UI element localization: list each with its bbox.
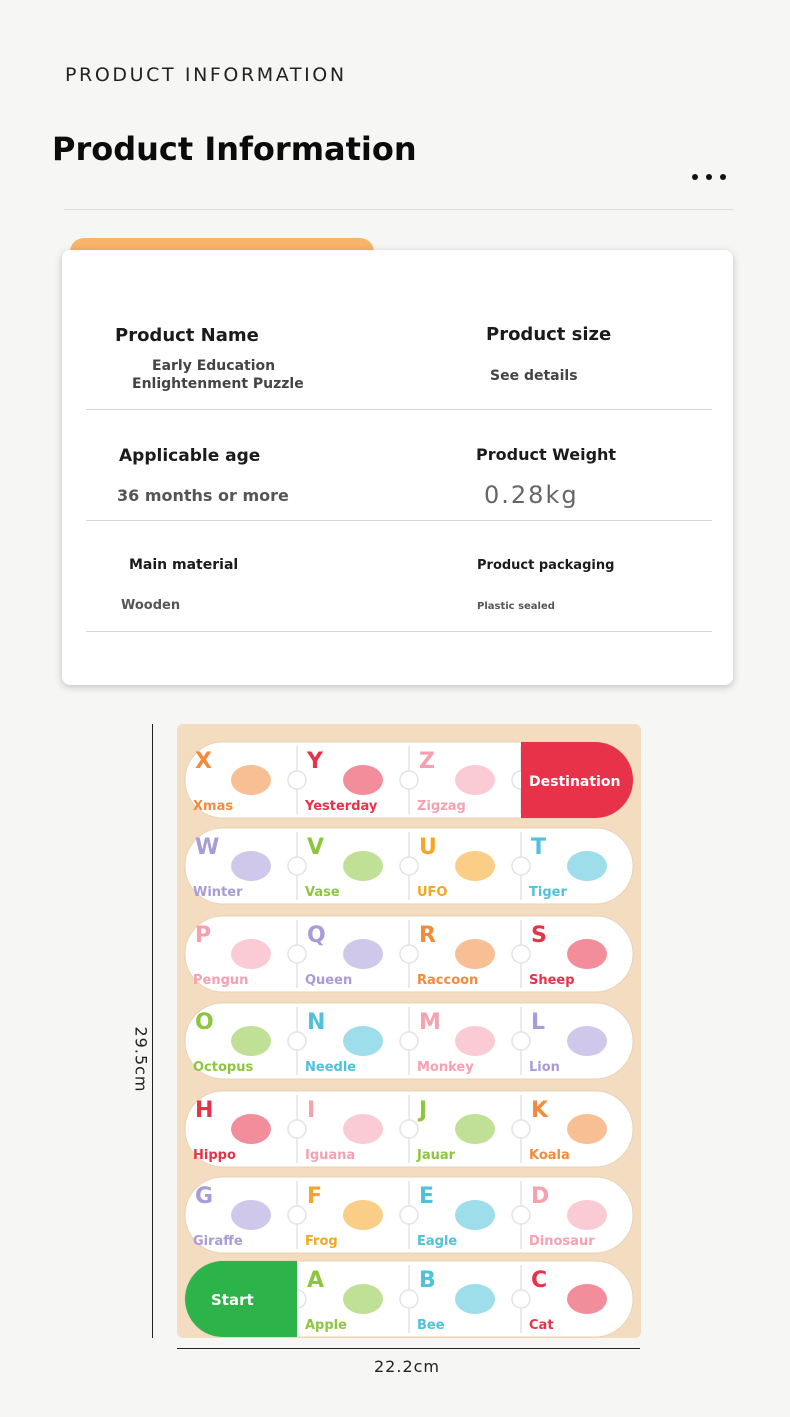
illustration: [343, 765, 383, 795]
packaging-label: Product packaging: [477, 558, 615, 573]
puzzle-letter: S: [531, 923, 547, 948]
row-divider: [86, 520, 712, 521]
piece-knob: [288, 945, 306, 963]
weight-value: 0.28kg: [484, 481, 579, 509]
puzzle-word: Monkey: [417, 1060, 474, 1075]
puzzle-word: UFO: [417, 885, 448, 900]
illustration: [231, 1200, 271, 1230]
puzzle-word: Tiger: [529, 885, 567, 900]
puzzle-letter: J: [419, 1098, 428, 1123]
piece-knob: [512, 1290, 530, 1308]
puzzle-letter: V: [307, 835, 325, 860]
puzzle-word: Dinosaur: [529, 1234, 595, 1249]
illustration: [567, 1200, 607, 1230]
puzzle-letter: L: [531, 1010, 546, 1035]
puzzle-word: Zigzag: [417, 799, 466, 814]
piece-knob: [288, 1120, 306, 1138]
product-size-label: Product size: [486, 324, 612, 345]
width-dimension-line: [177, 1348, 640, 1349]
destination-label: Destination: [529, 774, 621, 790]
illustration: [343, 939, 383, 969]
puzzle-word: Winter: [193, 885, 243, 900]
puzzle-word: Koala: [529, 1148, 570, 1163]
illustration: [343, 851, 383, 881]
puzzle-letter: N: [307, 1010, 326, 1035]
puzzle-word: Xmas: [193, 799, 234, 814]
packaging-value: Plastic sealed: [477, 601, 555, 612]
spec-card: [62, 250, 733, 685]
puzzle-word: Octopus: [193, 1060, 254, 1075]
puzzle-word: Hippo: [193, 1148, 236, 1163]
puzzle-word: Giraffe: [193, 1234, 243, 1249]
piece-knob: [400, 1206, 418, 1224]
row-divider: [86, 409, 712, 410]
puzzle-svg: [177, 724, 641, 1338]
puzzle-word: Bee: [417, 1318, 445, 1333]
start-label: Start: [211, 1291, 254, 1309]
puzzle-letter: G: [195, 1184, 214, 1209]
illustration: [455, 1200, 495, 1230]
piece-knob: [288, 1206, 306, 1224]
puzzle-word: Pengun: [193, 973, 249, 988]
illustration: [455, 851, 495, 881]
illustration: [231, 765, 271, 795]
puzzle-letter: O: [195, 1010, 214, 1035]
puzzle-letter: M: [419, 1010, 441, 1035]
illustration: [455, 1284, 495, 1314]
piece-knob: [512, 857, 530, 875]
puzzle-letter: C: [531, 1268, 548, 1293]
piece-knob: [288, 771, 306, 789]
product-size-value: See details: [490, 368, 578, 384]
height-dimension-line: [152, 724, 153, 1338]
material-value: Wooden: [121, 598, 181, 613]
puzzle-letter: F: [307, 1184, 323, 1209]
row-divider: [86, 631, 712, 632]
product-name-label: Product Name: [115, 325, 259, 346]
puzzle-word: Lion: [529, 1060, 560, 1075]
puzzle-word: Cat: [529, 1318, 554, 1333]
piece-knob: [512, 945, 530, 963]
puzzle-letter: A: [307, 1268, 325, 1293]
puzzle-letter: Q: [307, 923, 326, 948]
product-name-value-line1: Early Education: [152, 358, 276, 374]
piece-knob: [400, 945, 418, 963]
illustration: [567, 851, 607, 881]
illustration: [343, 1026, 383, 1056]
puzzle-word: Apple: [305, 1318, 347, 1333]
illustration: [455, 765, 495, 795]
illustration: [455, 939, 495, 969]
age-label: Applicable age: [119, 446, 261, 466]
page-title: Product Information: [52, 130, 417, 168]
illustration: [567, 1026, 607, 1056]
puzzle-word: Frog: [305, 1234, 338, 1249]
illustration: [231, 939, 271, 969]
puzzle-word: Queen: [305, 973, 353, 988]
puzzle-word: Eagle: [417, 1234, 458, 1249]
illustration: [343, 1284, 383, 1314]
puzzle-letter: Y: [307, 749, 323, 774]
height-dimension-label: 29.5cm: [131, 1026, 151, 1093]
puzzle-letter: U: [419, 835, 437, 860]
illustration: [343, 1114, 383, 1144]
piece-knob: [400, 1032, 418, 1050]
puzzle-letter: B: [419, 1268, 436, 1293]
puzzle-letter: K: [531, 1098, 549, 1123]
illustration: [567, 1284, 607, 1314]
puzzle-letter: Z: [419, 749, 435, 774]
puzzle-word: Jauar: [417, 1148, 456, 1163]
illustration: [455, 1114, 495, 1144]
piece-knob: [512, 1120, 530, 1138]
puzzle-letter: W: [195, 835, 220, 860]
illustration: [455, 1026, 495, 1056]
puzzle-board: [177, 724, 641, 1338]
product-name-value-line2: Enlightenment Puzzle: [132, 376, 304, 392]
piece-knob: [400, 1120, 418, 1138]
piece-knob: [512, 1206, 530, 1224]
section-eyebrow: PRODUCT INFORMATION: [65, 64, 347, 86]
divider: [64, 209, 734, 210]
illustration: [231, 851, 271, 881]
puzzle-word: Vase: [305, 885, 340, 900]
age-value: 36 months or more: [117, 486, 289, 505]
puzzle-word: Needle: [305, 1060, 357, 1075]
puzzle-word: Iguana: [305, 1148, 356, 1163]
piece-knob: [512, 1032, 530, 1050]
piece-knob: [400, 771, 418, 789]
puzzle-letter: X: [195, 749, 212, 774]
piece-knob: [288, 1032, 306, 1050]
puzzle-letter: I: [307, 1098, 316, 1123]
piece-knob: [400, 1290, 418, 1308]
puzzle-letter: P: [195, 923, 212, 948]
illustration: [567, 939, 607, 969]
puzzle-word: Yesterday: [305, 799, 378, 814]
piece-knob: [288, 857, 306, 875]
material-label: Main material: [129, 557, 239, 573]
more-dots-icon: [692, 174, 726, 180]
illustration: [231, 1114, 271, 1144]
illustration: [343, 1200, 383, 1230]
puzzle-letter: T: [531, 835, 547, 860]
puzzle-word: Raccoon: [417, 973, 479, 988]
weight-label: Product Weight: [476, 445, 617, 464]
puzzle-letter: R: [419, 923, 436, 948]
illustration: [567, 1114, 607, 1144]
illustration: [231, 1026, 271, 1056]
puzzle-letter: H: [195, 1098, 214, 1123]
puzzle-letter: E: [419, 1184, 435, 1209]
puzzle-letter: D: [531, 1184, 550, 1209]
width-dimension-label: 22.2cm: [374, 1357, 441, 1376]
puzzle-word: Sheep: [529, 973, 575, 988]
piece-knob: [400, 857, 418, 875]
